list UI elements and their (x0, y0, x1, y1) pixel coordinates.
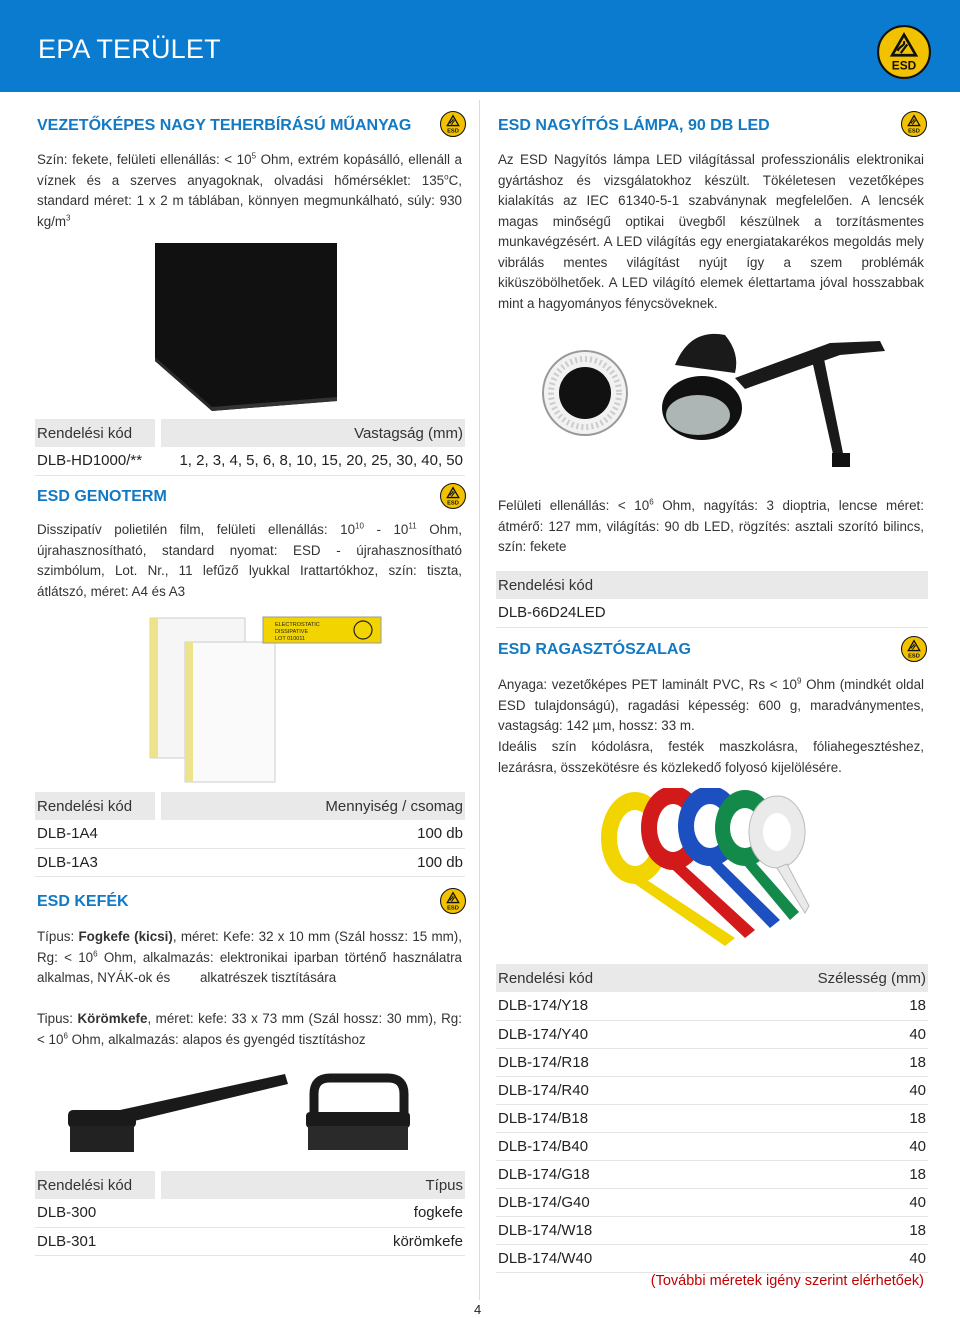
col-header-order-code: Rendelési kód (35, 1171, 155, 1199)
genoterm-description: Disszipatív polietilén film, felületi ellenállás: $10^{10} - 10^{11}$ Ohm, újrahasznosítható, standard nyomat: ESD - újrahasznosítható szimbólum, Lot. Nr., 11 lefűző lyukkal Irattartókhoz, szín: tiszta, átlátszó, méret: A4 és A3 (37, 521, 462, 599)
col-header-order-code: Rendelési kód (35, 419, 155, 447)
conductive-plastic-table (35, 419, 465, 476)
table-cell: 18 (698, 1160, 928, 1188)
table-cell: DLB-174/Y40 (496, 1020, 698, 1048)
brushes-table (35, 1171, 465, 1256)
table-cell: 18 (698, 1048, 928, 1076)
adhesive-tape-usage: Ideális szín kódolásra, festék maszkolásra, fóliahegesztéshez, lezárásra, összekötésre és közlekedő folyosó kijelölésére. (498, 739, 924, 775)
table-cell: DLB-174/Y18 (496, 992, 698, 1020)
table-cell: 40 (698, 1244, 928, 1272)
table-cell: DLB-174/R40 (496, 1076, 698, 1104)
column-divider (479, 100, 480, 1300)
table-cell: DLB-1A4 (35, 820, 155, 848)
adhesive-tape-table (496, 964, 928, 1273)
table-cell: 40 (698, 1132, 928, 1160)
col-header-type: Típus (161, 1171, 465, 1199)
sleeve-label-line-3: LOT 010011 (275, 636, 306, 642)
table-cell: 18 (698, 1216, 928, 1244)
table-cell: DLB-HD1000/** (35, 447, 155, 475)
col-header-width: Szélesség (mm) (698, 964, 928, 992)
section-title-adhesive-tape: ESD RAGASZTÓSZALAG (498, 641, 691, 658)
magnifier-lamp-specs: Felületi ellenállás: < $10^6$ Ohm, nagyítás: 3 dioptria, lencse méret: átmérő: 127 mm, világítás: 90 db LED, rögzítés: asztali szorító bilincs, szín: fekete (498, 497, 924, 554)
esd-icon (440, 888, 466, 914)
table-cell: DLB-66D24LED (496, 599, 928, 627)
esd-icon (901, 111, 927, 137)
esd-icon (901, 636, 927, 662)
table-cell: DLB-174/G40 (496, 1188, 698, 1216)
table-cell: 1, 2, 3, 4, 5, 6, 8, 10, 15, 20, 25, 30, 40, 50 (161, 447, 465, 475)
esd-icon (440, 483, 466, 509)
col-header-quantity: Mennyiség / csomag (161, 792, 465, 820)
toothbrush-image (60, 1070, 290, 1160)
table-cell: DLB-174/R18 (496, 1048, 698, 1076)
table-cell: DLB-174/W40 (496, 1244, 698, 1272)
col-header-thickness: Vastagság (mm) (161, 419, 465, 447)
table-cell: fogkefe (161, 1199, 465, 1227)
col-header-order-code: Rendelési kód (35, 792, 155, 820)
conductive-plastic-description: Szín: fekete, felületi ellenállás: < $10^5$ Ohm, extrém kopásálló, ellenáll a víznek és a szerves anyagoknak, olvadási hőmérséklet: 135$^o$C, standard méret: 1 x 2 m táblában, könnyen megmunkálható, súly: 930 $kg/m^3$ (37, 151, 462, 229)
table-cell: körömkefe (161, 1227, 465, 1255)
magnifier-lamp-table (496, 571, 928, 628)
page-number: 4 (474, 1302, 482, 1317)
table-cell: 40 (698, 1020, 928, 1048)
table-cell: 100 db (161, 848, 465, 876)
sleeve-label-line-1: ELECTROSTATIC (275, 622, 320, 628)
toothbrush-description: Típus: Fogkefe (kicsi), méret: Kefe: 32 x 10 mm (Szál hossz: 15 mm), Rg: < $10^6$ Ohm, alkalmazás: elektronikai iparban történő használatra alkalmas, NYÁK-ok és alkatrészek tisztítására (37, 929, 466, 985)
table-cell: DLB-300 (35, 1199, 155, 1227)
table-cell: 40 (698, 1188, 928, 1216)
black-plastic-sheet-image (155, 243, 340, 413)
table-cell: 18 (698, 992, 928, 1020)
table-cell: DLB-174/B40 (496, 1132, 698, 1160)
table-cell: DLB-174/G18 (496, 1160, 698, 1188)
adhesive-tape-description: Anyaga: vezetőképes PET laminált PVC, $Rs < 10^9$ Ohm (mindkét oldal ESD tulajdonságú), ragadási képesség: 600 g, maradványmentes, vastagság: 142 µm, hossz: 33 m. (498, 676, 924, 733)
esd-icon (440, 111, 466, 137)
section-title-magnifier-lamp: ESD NAGYÍTÓS LÁMPA, 90 DB LED (498, 117, 770, 134)
sleeve-label-line-2: DISSIPATIVE (275, 629, 309, 635)
table-cell: 18 (698, 1104, 928, 1132)
genoterm-table (35, 792, 465, 877)
col-header-order-code: Rendelési kód (496, 964, 698, 992)
nailbrush-image (300, 1072, 415, 1154)
magnifier-lamp-description: Az ESD Nagyítós lámpa LED világítással professzionális elektronikai gyártáshoz és vizsgálatokhoz készült. Tökéletesen vezetőképes kialakítás az IEC 61340-5-1 szabványnak megfelelően. A lencsék magas minőségű optikai üvegből készülnek a torzításmentes munkavégzésért. A LED világítás egy energiatakarékos megoldás mely vibrálás mentes világítást nyújt így a szem problémák kiküszöbölhetőek. A LED világító elemek élettartama jóval hosszabbak mint a hagyományos fénycsöveknek. (498, 152, 924, 311)
table-cell: 100 db (161, 820, 465, 848)
clear-document-sleeves-image (145, 612, 385, 787)
table-cell: DLB-301 (35, 1227, 155, 1255)
table-cell: DLB-174/B18 (496, 1104, 698, 1132)
page-title: EPA TERÜLET (38, 34, 221, 64)
more-sizes-note: (További méretek igény szerint elérhetőek) (650, 1273, 924, 1289)
esd-tape-rolls-image (595, 788, 810, 958)
section-title-brushes: ESD KEFÉK (37, 893, 129, 910)
nailbrush-description: Tipus: Körömkefe, méret: kefe: 33 x 73 mm (Szál hossz: 30 mm), Rg: < $10^6$ Ohm, alkalmazás: alapos és gyengéd tisztításhoz (37, 1011, 462, 1047)
table-cell: DLB-1A3 (35, 848, 155, 876)
section-title-genoterm: ESD GENOTERM (37, 488, 167, 505)
table-cell: DLB-174/W18 (496, 1216, 698, 1244)
table-cell: 40 (698, 1076, 928, 1104)
esd-logo-icon (877, 25, 931, 79)
magnifier-lamp-image (540, 323, 890, 473)
section-title-conductive-plastic: VEZETŐKÉPES NAGY TEHERBÍRÁSÚ MŰANYAG (37, 117, 412, 134)
col-header-order-code: Rendelési kód (496, 571, 928, 599)
